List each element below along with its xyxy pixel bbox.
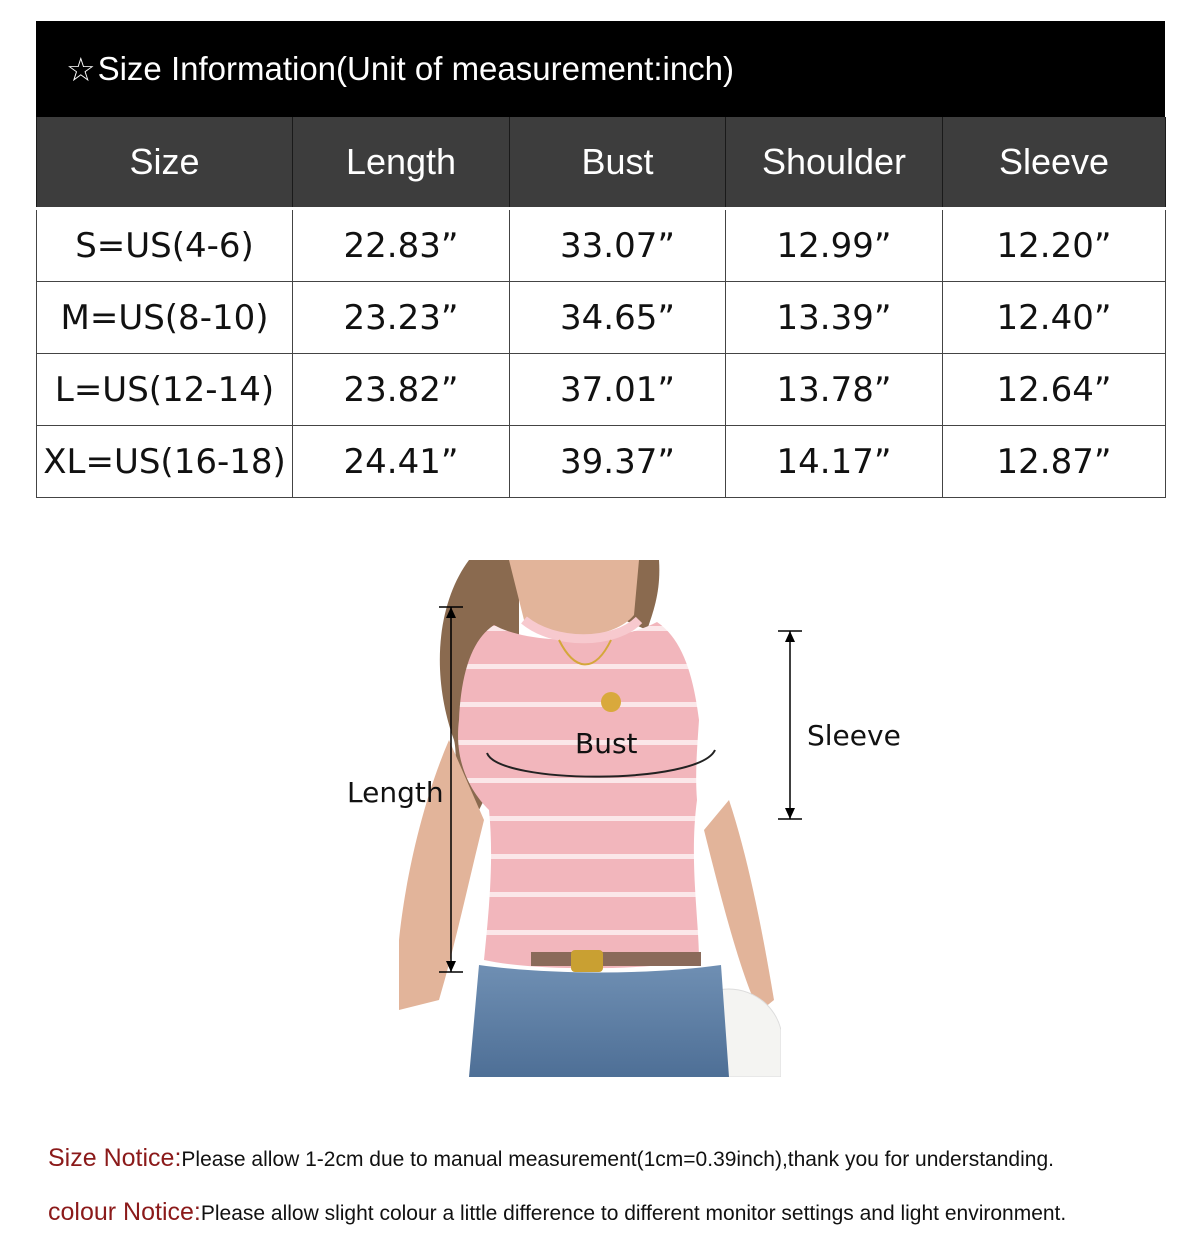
cell-length: 23.23” [293, 282, 510, 354]
pink-striped-shirt [458, 622, 699, 968]
colour-notice-head: colour Notice: [48, 1198, 201, 1226]
size-notice [48, 1144, 1054, 1173]
cell-length: 22.83” [293, 209, 510, 282]
sleeve-label: Sleeve [807, 719, 901, 752]
cell-sleeve: 12.64” [943, 354, 1166, 426]
size-info-title [36, 21, 1165, 117]
cell-bust: 39.37” [510, 426, 726, 498]
title-text: Size Information(Unit of measurement:inch) [97, 50, 735, 87]
cell-length: 23.82” [293, 354, 510, 426]
size-table [36, 117, 1166, 498]
cell-bust: 33.07” [510, 209, 726, 282]
bust-label: Bust [575, 727, 638, 760]
header-size: Size [37, 117, 293, 209]
belt [531, 952, 701, 966]
cell-shoulder: 12.99” [726, 209, 943, 282]
cell-shoulder: 14.17” [726, 426, 943, 498]
colour-notice [48, 1198, 1066, 1227]
header-length: Length [293, 117, 510, 209]
colour-notice-body: Please allow slight colour a little difference to different monitor settings and light environment. [200, 1202, 1067, 1225]
header-sleeve: Sleeve [943, 117, 1166, 209]
jeans [469, 965, 729, 1077]
table-row [37, 282, 1166, 354]
cell-size: M=US(8-10) [37, 282, 293, 354]
cell-size: XL=US(16-18) [37, 426, 293, 498]
header-shoulder: Shoulder [726, 117, 943, 209]
table-row [37, 426, 1166, 498]
table-row [37, 354, 1166, 426]
model-illustration [399, 560, 781, 1077]
size-notice-body: Please allow 1-2cm due to manual measurement(1cm=0.39inch),thank you for understanding. [181, 1148, 1054, 1171]
header-bust: Bust [510, 117, 726, 209]
star-icon: ☆ [66, 50, 96, 88]
necklace-pendant [601, 692, 621, 712]
table-row [37, 209, 1166, 282]
length-label: Length [347, 776, 444, 809]
cell-size: S=US(4-6) [37, 209, 293, 282]
size-notice-head: Size Notice: [48, 1144, 182, 1172]
cell-size: L=US(12-14) [37, 354, 293, 426]
cell-sleeve: 12.40” [943, 282, 1166, 354]
cell-sleeve: 12.87” [943, 426, 1166, 498]
belt-buckle [571, 950, 603, 972]
cell-sleeve: 12.20” [943, 209, 1166, 282]
product-photo [399, 560, 781, 1077]
cell-length: 24.41” [293, 426, 510, 498]
cell-bust: 37.01” [510, 354, 726, 426]
cell-bust: 34.65” [510, 282, 726, 354]
table-header-row [37, 117, 1166, 209]
cell-shoulder: 13.39” [726, 282, 943, 354]
sleeve-marker [770, 625, 810, 825]
cell-shoulder: 13.78” [726, 354, 943, 426]
